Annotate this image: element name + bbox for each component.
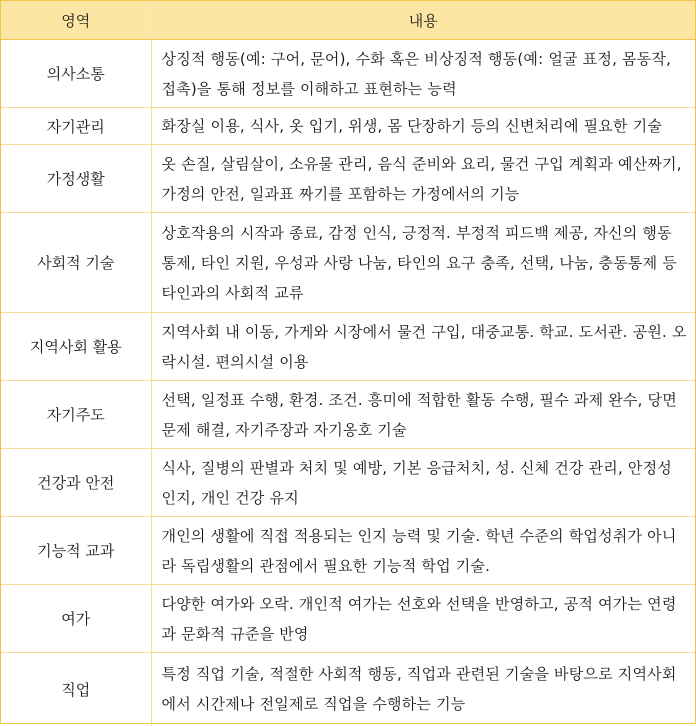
row-content: 다양한 여가와 오락. 개인적 여가는 선호와 선택을 반영하고, 공적 여가는 연령과 문화적 규준을 반영 xyxy=(151,585,695,653)
table-row xyxy=(1,313,695,381)
table-row xyxy=(1,213,695,313)
row-area: 자기관리 xyxy=(1,108,151,145)
row-content: 옷 손질, 살림살이, 소유물 관리, 음식 준비와 요리, 물건 구입 계획과 예산짜기, 가정의 안전, 일과표 짜기를 포함하는 가정에서의 기능 xyxy=(151,145,695,213)
table-row xyxy=(1,381,695,449)
row-area: 가정생활 xyxy=(1,145,151,213)
row-area: 의사소통 xyxy=(1,40,151,108)
row-content: 화장실 이용, 식사, 옷 입기, 위생, 몸 단장하기 등의 신변처리에 필요한 기술 xyxy=(151,108,695,145)
row-content: 선택, 일정표 수행, 환경. 조건. 흥미에 적합한 활동 수행, 필수 과제 완수, 당면 문제 해결, 자기주장과 자기옹호 기술 xyxy=(151,381,695,449)
header-content: 내용 xyxy=(151,1,695,40)
row-area: 지역사회 활용 xyxy=(1,313,151,381)
table-row xyxy=(1,449,695,517)
row-content: 지역사회 내 이동, 가게와 시장에서 물건 구입, 대중교통. 학교. 도서관. 공원. 오락시설. 편의시설 이용 xyxy=(151,313,695,381)
row-content: 상호작용의 시작과 종료, 감정 인식, 긍정적. 부정적 피드백 제공, 자신의 행동 통제, 타인 지원, 우성과 사랑 나눔, 타인의 요구 충족, 선택, 나눔, 충동통제 등 타인과의 사회적 교류 xyxy=(151,213,695,313)
row-area: 사회적 기술 xyxy=(1,213,151,313)
row-area: 직업 xyxy=(1,653,151,726)
row-content: 개인의 생활에 직접 적용되는 인지 능력 및 기술. 학년 수준의 학업성취가 아니라 독립생활의 관점에서 필요한 기능적 학업 기술. xyxy=(151,517,695,585)
table-row xyxy=(1,145,695,213)
row-area: 기능적 교과 xyxy=(1,517,151,585)
table-row xyxy=(1,108,695,145)
table-row xyxy=(1,517,695,585)
table-row xyxy=(1,40,695,108)
row-content: 특정 직업 기술, 적절한 사회적 행동, 직업과 관련된 기술을 바탕으로 지역사회에서 시간제나 전일제로 직업을 수행하는 기능 xyxy=(161,665,677,714)
row-content: 상징적 행동(예: 구어, 문어), 수화 혹은 비상징적 행동(예: 얼굴 표정, 몸동작, 접촉)을 통해 정보를 이해하고 표현하는 능력 xyxy=(151,40,695,108)
row-content: 식사, 질병의 판별과 처치 및 예방, 기본 응급처치, 성. 신체 건강 관리, 안정성 인지, 개인 건강 유지 xyxy=(151,449,695,517)
table-header-row xyxy=(1,1,695,40)
table-row xyxy=(1,653,695,726)
table-row xyxy=(1,585,695,653)
header-area: 영역 xyxy=(1,1,151,40)
adaptive-skills-table xyxy=(1,1,695,726)
row-area: 자기주도 xyxy=(1,381,151,449)
row-area: 여가 xyxy=(1,585,151,653)
row-area: 건강과 안전 xyxy=(1,449,151,517)
